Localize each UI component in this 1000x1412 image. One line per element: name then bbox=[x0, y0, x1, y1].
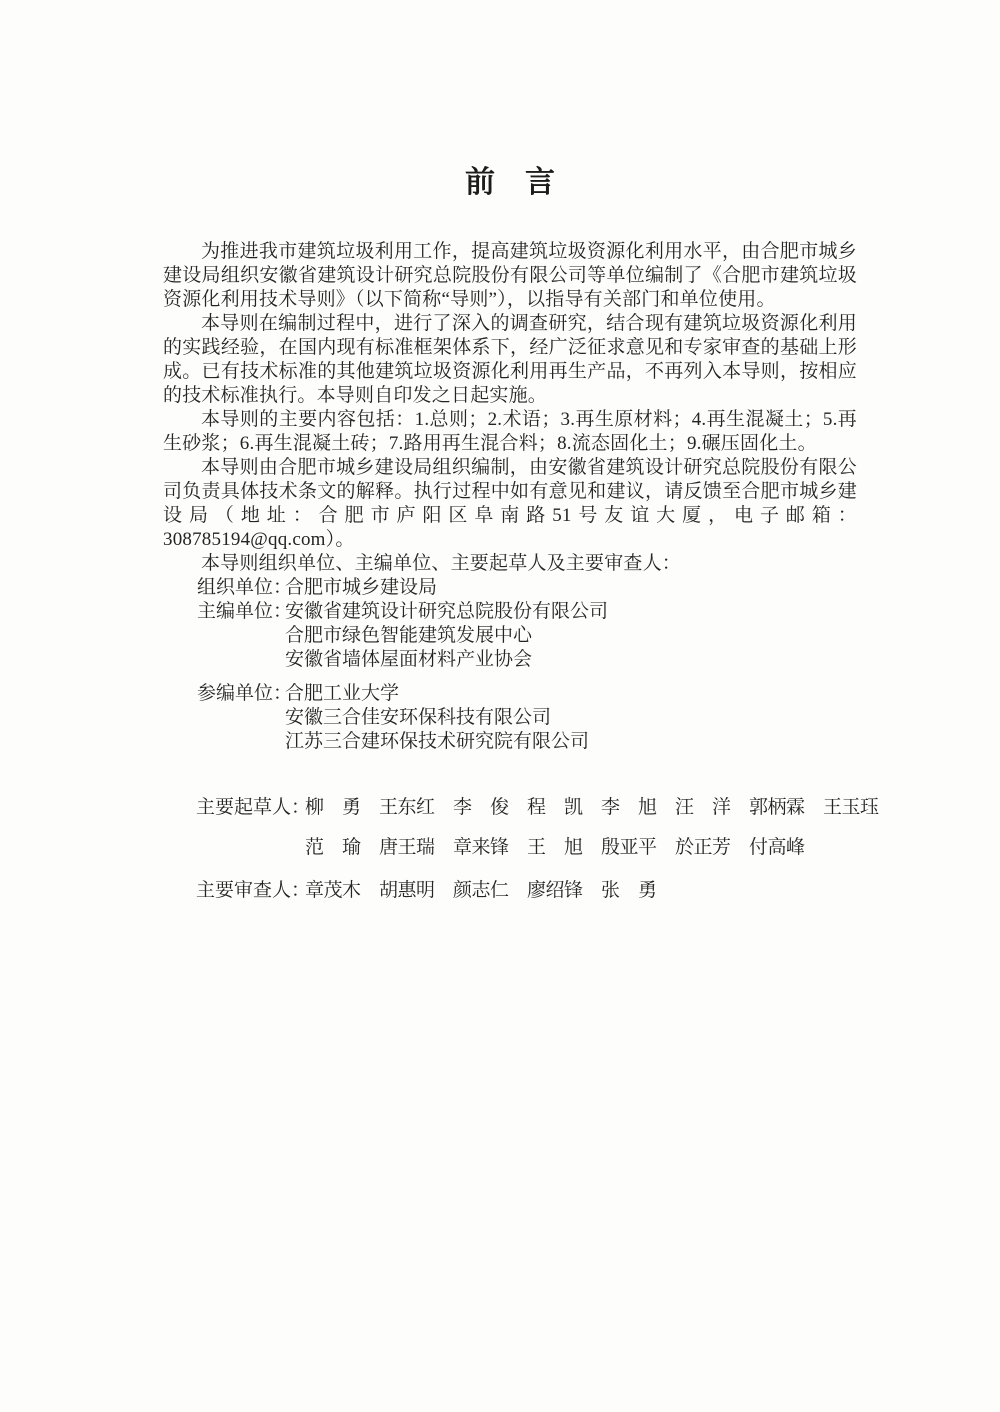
paragraph-purpose: 为推进我市建筑垃圾利用工作，提高建筑垃圾资源化利用水平，由合肥市城乡建设局组织安徽省建筑设计研究总院股份有限公司等单位编制了《合肥市建筑垃圾资源化利用技术导则》（以下简称“导则”），以指导有关部门和单位使用。 bbox=[163, 241, 857, 310]
chief-editor-unit-label: 主编单位： bbox=[197, 601, 293, 622]
paragraph-process: 本导则在编制过程中，进行了深入的调查研究，结合现有建筑垃圾资源化利用的实践经验，在国内现有标准框架体系下，经广泛征求意见和专家审查的基础上形成。已有技术标准的其他建筑垃圾资源化利用再生产品，不再列入本导则，按相应的技术标准执行。本导则自印发之日起实施。 bbox=[163, 313, 857, 406]
drafters-block bbox=[163, 796, 879, 860]
participating-unit-block bbox=[163, 682, 857, 754]
participating-unit-name: 江苏三合建环保技术研究院有限公司 bbox=[285, 731, 590, 752]
reviewers-names: 章茂木 胡惠明 颜志仁 廖绍锋 张 勇 bbox=[305, 880, 657, 901]
reviewers-row bbox=[163, 879, 857, 903]
organizing-unit-block bbox=[163, 576, 857, 600]
chief-editor-unit-block bbox=[163, 600, 857, 672]
paragraph-lead-in: 本导则组织单位、主编单位、主要起草人及主要审查人： bbox=[201, 553, 682, 574]
paragraph-contents: 本导则的主要内容包括：1.总则；2.术语；3.再生原材料；4.再生混凝土；5.再生砂浆；6.再生混凝土砖；7.路用再生混合料；8.流态固化土；9.碾压固化土。 bbox=[163, 409, 857, 454]
unit-row bbox=[163, 624, 857, 648]
chief-editor-unit-name: 合肥市绿色智能建筑发展中心 bbox=[285, 625, 533, 646]
drafters-row-1 bbox=[163, 796, 879, 820]
unit-row bbox=[163, 576, 857, 600]
participating-unit-name: 合肥工业大学 bbox=[285, 683, 400, 704]
unit-row bbox=[163, 730, 857, 754]
reviewers-label: 主要审查人： bbox=[196, 880, 311, 901]
drafters-names-row-2: 范 瑜 唐王瑞 章来锋 王 旭 殷亚平 於正芳 付高峰 bbox=[305, 837, 805, 858]
drafters-label: 主要起草人： bbox=[196, 797, 311, 818]
chief-editor-unit-name: 安徽省墙体屋面材料产业协会 bbox=[285, 649, 533, 670]
organizing-unit-label: 组织单位： bbox=[197, 577, 293, 598]
unit-row bbox=[163, 682, 857, 706]
unit-row bbox=[163, 600, 857, 624]
unit-row bbox=[163, 706, 857, 730]
participating-unit-name: 安徽三合佳安环保科技有限公司 bbox=[285, 707, 552, 728]
unit-row bbox=[163, 648, 857, 672]
page-title: 前 言 bbox=[465, 166, 555, 199]
drafters-row-2 bbox=[163, 836, 857, 860]
organizing-unit-name: 合肥市城乡建设局 bbox=[285, 577, 438, 598]
drafters-names-row-1: 柳 勇 王东红 李 俊 程 凯 李 旭 汪 洋 郭柄霖 王玉珏 bbox=[305, 797, 879, 818]
paragraph-feedback: 本导则由合肥市城乡建设局组织编制，由安徽省建筑设计研究总院股份有限公司负责具体技术条文的解释。执行过程中如有意见和建议，请反馈至合肥市城乡建设局（地址：合肥市庐阳区阜南路51号友谊大厦，电子邮箱：308785194@qq.com）。 bbox=[163, 457, 857, 550]
participating-unit-label: 参编单位： bbox=[197, 683, 293, 704]
preface-content bbox=[163, 0, 879, 903]
chief-editor-unit-name: 安徽省建筑设计研究总院股份有限公司 bbox=[285, 601, 609, 622]
